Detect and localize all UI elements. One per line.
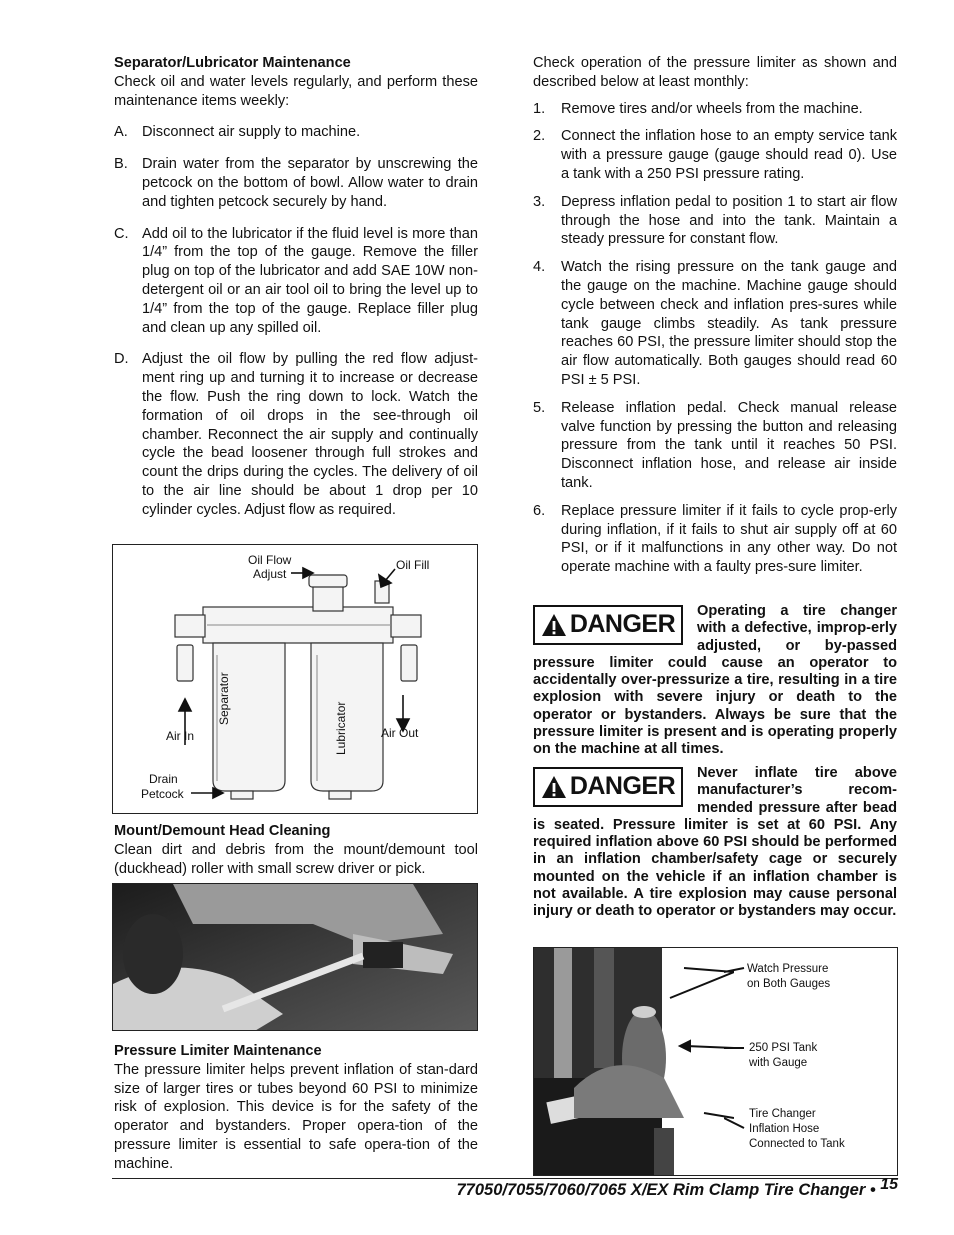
- warning-triangle-icon: [541, 613, 567, 637]
- lubricator-label: Lubricator: [334, 701, 348, 755]
- page-number: 15: [880, 1176, 898, 1193]
- mount-demount-heading: Mount/Demount Head Cleaning: [114, 823, 331, 839]
- mount-demount-section: [114, 822, 478, 878]
- pressure-limiter-heading: Pressure Limiter Maintenance: [114, 1043, 322, 1059]
- danger-notice-inflation: [533, 765, 897, 921]
- pressure-limiter-section: [114, 1042, 478, 1174]
- list-item: A. Disconnect air supply to machine.: [114, 124, 361, 141]
- left-column: [114, 54, 478, 520]
- drain-label: Drain: [149, 772, 178, 786]
- petcock-label: Petcock: [141, 787, 184, 801]
- separator-label: Separator: [217, 672, 231, 725]
- inflation-hose-label: Inflation Hose: [749, 1123, 820, 1135]
- tire-changer-photo: [534, 948, 734, 1176]
- danger-notice-pressure-limiter: [533, 603, 897, 759]
- list-item: B. Drain water from the separator by unscrewing the petcock on the bottom of bowl. Allow water to drain and tighten petcock securely by hand.: [114, 156, 478, 210]
- footer-rule: [112, 1178, 898, 1179]
- oil-flow-adjust-label: Adjust: [253, 567, 287, 581]
- danger-text: Operating a tire changer with a defective, improp-erly adjusted, or by-passed pressure limiter could cause an operator to accidentally over-pressurize a tire, resulting in a tire explosion with severe injury or death to the operator or bystanders. Always be sure that the pressure limiter is present and is operating properly on the machine at all times.: [533, 603, 897, 758]
- duckhead-photo-drawing: [113, 884, 478, 1031]
- separator-heading: Separator/Lubricator Maintenance: [114, 55, 351, 71]
- right-column: [533, 54, 897, 577]
- list-item: 3. Depress inflation pedal to position 1 to start air flow through the hose and into the tank. Maintain a steady pressure for constant flow.: [533, 193, 897, 248]
- check-intro: Check operation of the pressure limiter as shown and described below at least monthly:: [533, 55, 897, 90]
- pressure-limiter-text: The pressure limiter helps prevent inflation of stan-dard size of larger tires or tubes beyond 60 PSI to minimize risk of explosion. This device is for the safety of the operator and bystanders. Proper opera-tion of the pressure limiter is essential to safe opera-tion of the machine.: [114, 1061, 478, 1172]
- danger-word: DANGER: [569, 610, 676, 639]
- mount-demount-text: Clean dirt and debris from the mount/demount tool (duckhead) roller with small screw driver or pick.: [114, 841, 478, 877]
- oil-flow-label: Oil Flow: [248, 553, 292, 567]
- list-item: C. Add oil to the lubricator if the fluid level is more than 1/4” from the top of the gauge. Remove the filler plug on top of the lubricator and add SAE 10W non-detergent oil or an air tool oil to bring the level up to 1/4” from the top of the gauge. Replace filler plug and clean up any spilled oil.: [114, 225, 478, 336]
- page-footer: [456, 1176, 898, 1201]
- tank-label: 250 PSI Tank: [749, 1042, 818, 1054]
- oil-fill-label: Oil Fill: [396, 558, 430, 572]
- footer-title: 77050/7055/7060/7065 X/EX Rim Clamp Tire Changer •: [456, 1181, 876, 1199]
- danger-text: Never inflate tire above manufacturer’s recom-mended pressure after bead is seated. Pressure limiter is set at 60 PSI. Any required inflation above 60 PSI should be performed in an inflation chamber/safety cage or securely mounted on the vehicle if an inflation chamber is not available. A tire explosion may cause personal injury or death to operator or bystanders may occur.: [533, 765, 897, 920]
- duckhead-photo: [112, 883, 478, 1031]
- air-in-label: Air In: [166, 729, 195, 743]
- tire-changer-tank-figure: [533, 947, 898, 1176]
- tire-changer-label: Tire Changer: [749, 1108, 816, 1120]
- separator-lubricator-figure: [112, 544, 478, 814]
- warning-triangle-icon: [541, 775, 567, 799]
- danger-box: [533, 767, 683, 807]
- list-item: 4. Watch the rising pressure on the tank gauge and the gauge on the machine. Machine gauge should cycle between check and inflation pres-sures while tank gauge climbs steadily. As tank pressure reaches 60 PSI, the pressure limiter should stop the air flow automatically. Both gauges should read 60 PSI ± 5 PSI.: [533, 259, 897, 388]
- list-item: D. Adjust the oil flow by pulling the red flow adjust-ment ring up and turning it to increase or decrease the flow. Push the ring down to lock. Watch the formation of oil drops in the see-through oil chamber. Reconnect the air supply and continually cycle the bead loosener through full strokes and count the drips during the cycles. The delivery of oil to the air line should be about 1 drop per 10 cylinder cycles. Adjust flow as required.: [114, 351, 478, 518]
- list-item: 6. Replace pressure limiter if it fails to cycle prop-erly during inflation, if it fails to shut air supply off at 60 PSI, or if it malfunctions in any other way. Do not operate machine with a faulty pres-sure limiter.: [533, 502, 897, 576]
- list-item: 2. Connect the inflation hose to an empty service tank with a pressure gauge (gauge should read 0). Use a tank with a 250 PSI pressure rating.: [533, 128, 897, 182]
- air-out-label: Air Out: [381, 726, 419, 740]
- connected-to-tank-label: Connected to Tank: [749, 1138, 845, 1150]
- danger-word: DANGER: [569, 772, 676, 801]
- list-item: 1. Remove tires and/or wheels from the machine.: [533, 100, 863, 117]
- list-item: 5. Release inflation pedal. Check manual release valve function by pressing the button and releasing pressure from the tank until it reaches 50 PSI. Disconnect inflation hose, and release air inside tank.: [533, 399, 897, 491]
- both-gauges-label: on Both Gauges: [747, 978, 831, 990]
- danger-box: [533, 605, 683, 645]
- with-gauge-label: with Gauge: [749, 1057, 808, 1069]
- separator-intro: Check oil and water levels regularly, and perform these maintenance items weekly:: [114, 73, 478, 109]
- watch-pressure-label: Watch Pressure: [747, 963, 829, 975]
